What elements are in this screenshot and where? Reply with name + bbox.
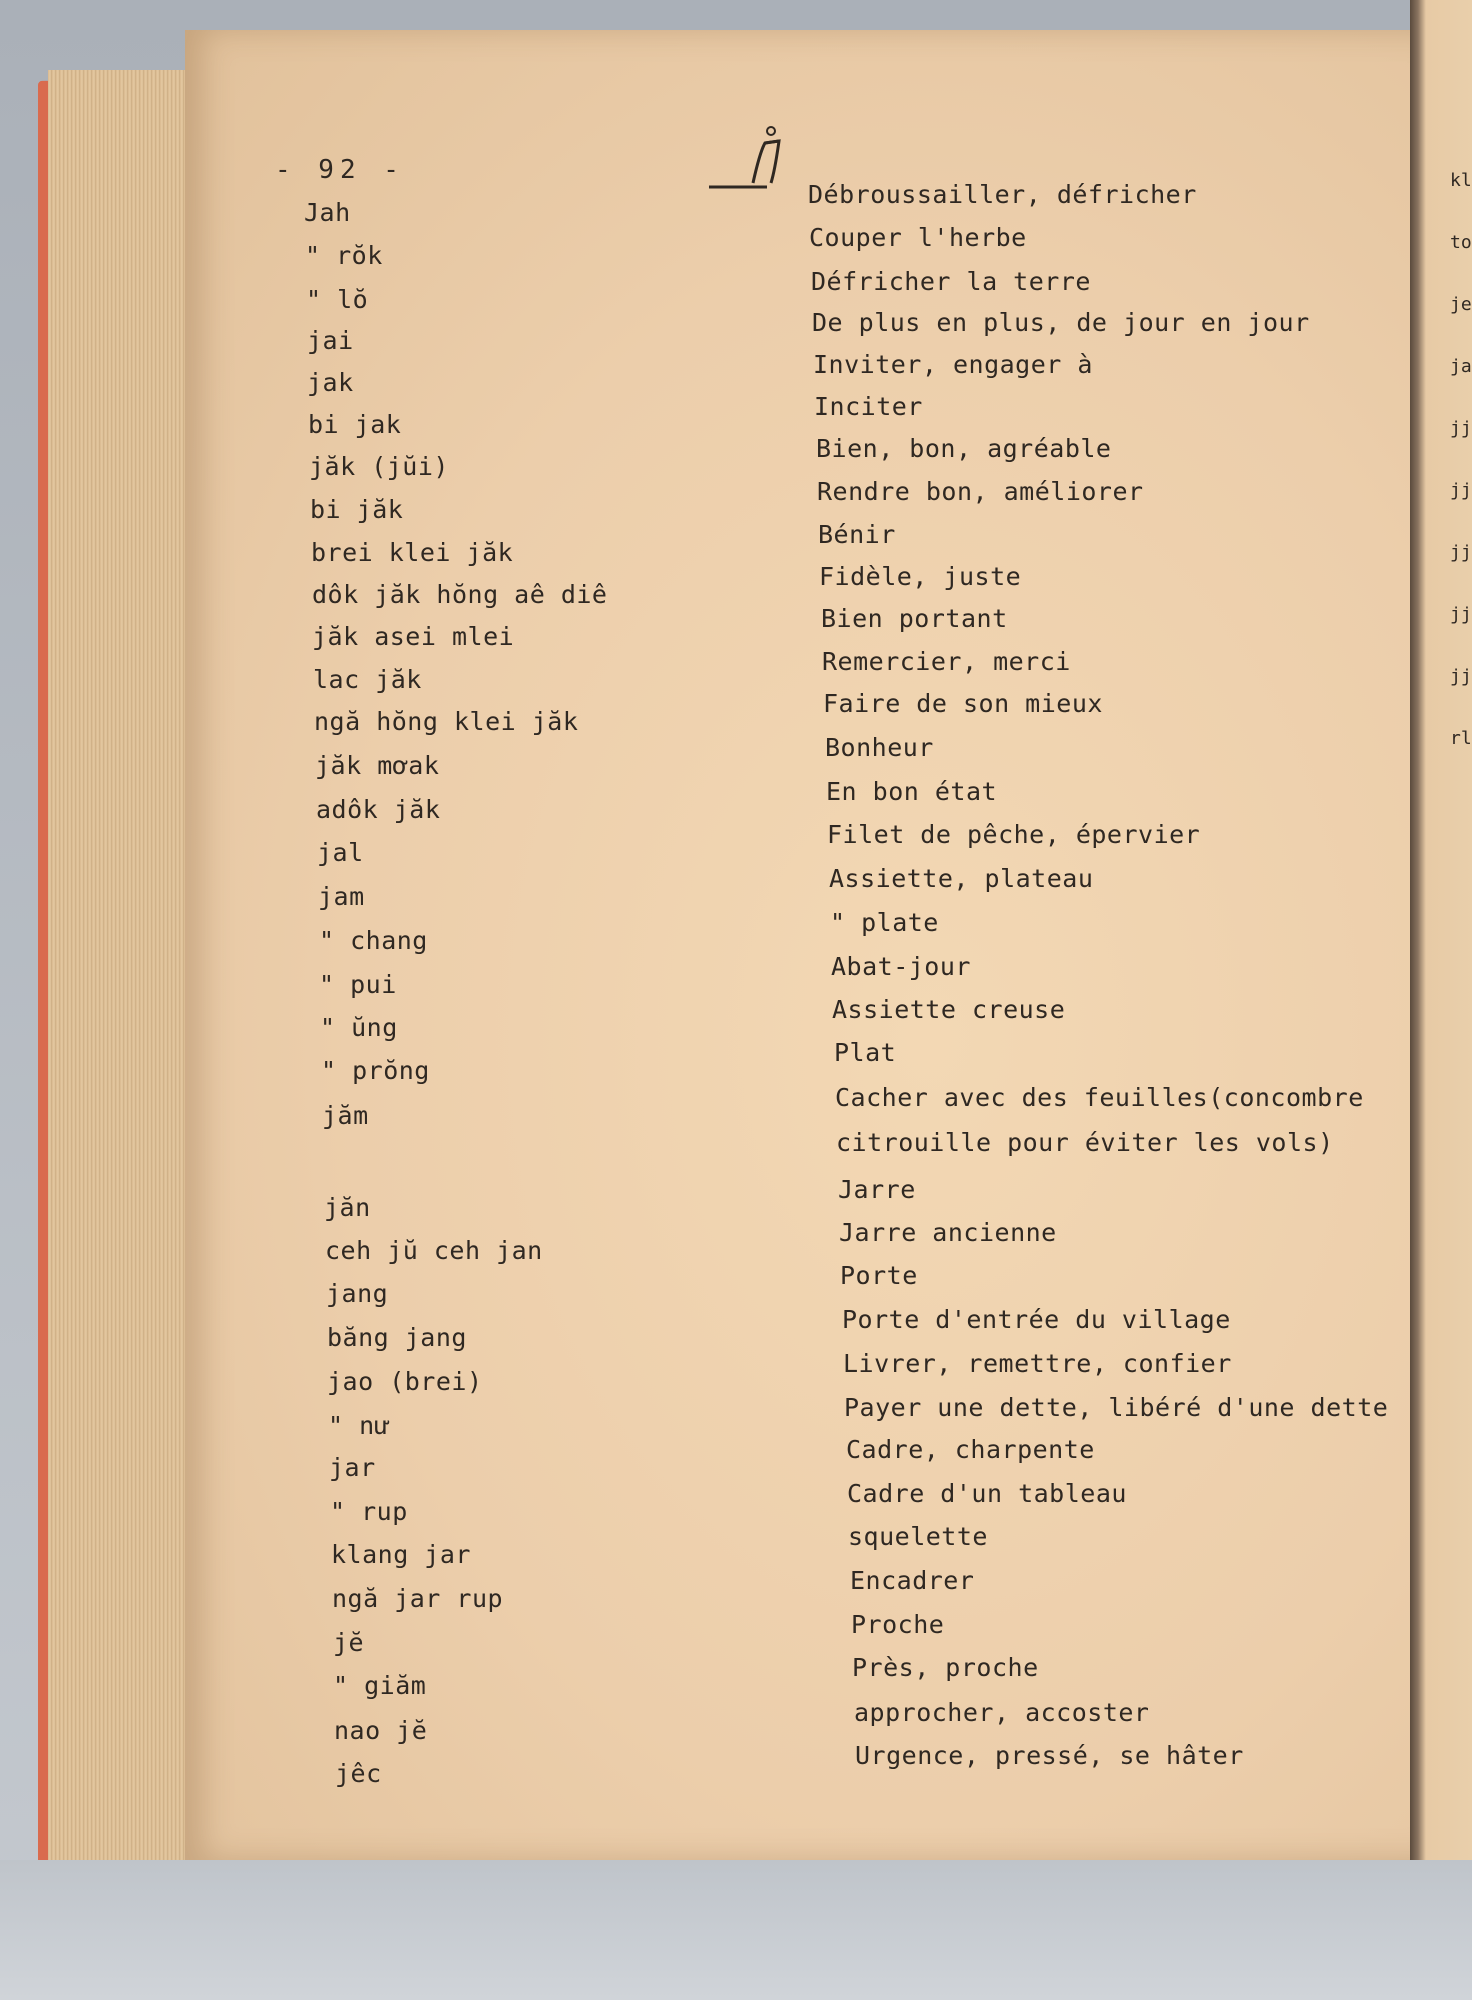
entry-definition: Bénir xyxy=(818,520,896,549)
entry-definition: Couper l'herbe xyxy=(809,223,1027,252)
entry-definition: Inciter xyxy=(814,392,923,421)
entry-term: băng jang xyxy=(327,1323,467,1352)
entry-term: " chang xyxy=(319,926,428,955)
entry-term: " giăm xyxy=(333,1671,427,1700)
entry-term: " lŏ xyxy=(306,285,369,314)
entry-definition: Livrer, remettre, confier xyxy=(843,1349,1232,1378)
entry-term: lac jăk xyxy=(313,665,422,694)
entry-term: jam xyxy=(318,882,365,911)
entry-term: klang jar xyxy=(331,1540,471,1569)
entry-definition: Proche xyxy=(851,1610,945,1639)
entry-definition: Inviter, engager à xyxy=(813,350,1093,379)
entry-definition: En bon état xyxy=(826,777,998,806)
entry-term: jai xyxy=(307,326,354,355)
entry-definition: " plate xyxy=(830,908,939,937)
entry-definition: Abat-jour xyxy=(831,952,971,981)
entry-term: jang xyxy=(326,1279,389,1308)
entry-definition: Bonheur xyxy=(825,733,934,762)
entry-definition: Cadre, charpente xyxy=(846,1435,1095,1464)
entry-term: jăk asei mlei xyxy=(312,622,515,651)
entry-term: " ŭng xyxy=(320,1013,398,1042)
entry-definition: Payer une dette, libéré d'une dette xyxy=(844,1393,1389,1422)
entry-definition: Assiette creuse xyxy=(832,995,1066,1024)
entry-definition: Bien portant xyxy=(821,604,1008,633)
entry-definition: Défricher la terre xyxy=(811,267,1091,296)
entry-definition: Porte d'entrée du village xyxy=(842,1305,1231,1334)
entry-term: " nư xyxy=(328,1411,391,1440)
entry-definition: citrouille pour éviter les vols) xyxy=(836,1128,1334,1157)
entry-definition: Rendre bon, améliorer xyxy=(817,477,1144,506)
entry-definition: squelette xyxy=(848,1522,988,1551)
entry-definition: Fidèle, juste xyxy=(819,562,1022,591)
entry-term: " prŏng xyxy=(321,1056,430,1085)
entry-term: bi jăk xyxy=(310,495,404,524)
entry-term: ngă jar rup xyxy=(332,1584,504,1613)
entry-definition: Faire de son mieux xyxy=(823,689,1103,718)
entry-definition: De plus en plus, de jour en jour xyxy=(812,308,1310,337)
entry-term: jar xyxy=(329,1453,376,1482)
entry-definition: Bien, bon, agréable xyxy=(816,434,1112,463)
entry-definition: approcher, accoster xyxy=(854,1698,1150,1727)
entry-definition: Près, proche xyxy=(852,1653,1039,1682)
entry-definition: Urgence, pressé, se hâter xyxy=(855,1741,1244,1770)
entry-term: brei klei jăk xyxy=(311,538,514,567)
entry-definition: Porte xyxy=(840,1261,918,1290)
entry-term: jăk mơak xyxy=(315,751,440,780)
entry-definition: Jarre xyxy=(838,1175,916,1204)
entry-term: jao (brei) xyxy=(327,1367,483,1396)
entry-term: jêc xyxy=(335,1759,382,1788)
entry-term: Jah xyxy=(304,198,351,227)
page-number: - 92 - xyxy=(275,155,405,185)
entry-term: ceh jŭ ceh jan xyxy=(325,1236,543,1265)
entry-term: bi jak xyxy=(308,410,402,439)
next-page-text-fragments: kltojejajjjjjjjjjjrl xyxy=(1450,170,1472,749)
entry-term: " rŏk xyxy=(305,241,383,270)
entry-term: jĕ xyxy=(333,1628,365,1657)
entry-term: ngă hŏng klei jăk xyxy=(314,707,579,736)
entry-term: adôk jăk xyxy=(316,795,441,824)
entry-term: " pui xyxy=(319,970,397,999)
entry-term: nao jĕ xyxy=(334,1716,428,1745)
entry-term: jăn xyxy=(324,1193,371,1222)
entry-term: jak xyxy=(307,368,354,397)
entry-definition: Plat xyxy=(834,1038,897,1067)
entry-term: jăm xyxy=(322,1101,369,1130)
entry-definition: Jarre ancienne xyxy=(839,1218,1057,1247)
entry-term: " rup xyxy=(330,1497,408,1526)
entry-term: jăk (jŭi) xyxy=(309,452,449,481)
entry-definition: Cacher avec des feuilles(concombre xyxy=(835,1083,1364,1112)
entry-definition: Assiette, plateau xyxy=(829,864,1094,893)
entry-definition: Filet de pêche, épervier xyxy=(827,820,1201,849)
entry-term: jal xyxy=(317,838,364,867)
entry-definition: Remercier, merci xyxy=(822,647,1071,676)
entry-term: dôk jăk hŏng aê diê xyxy=(312,580,608,609)
entry-definition: Débroussailler, défricher xyxy=(808,180,1197,209)
entry-definition: Cadre d'un tableau xyxy=(847,1479,1127,1508)
entry-definition: Encadrer xyxy=(850,1566,975,1595)
